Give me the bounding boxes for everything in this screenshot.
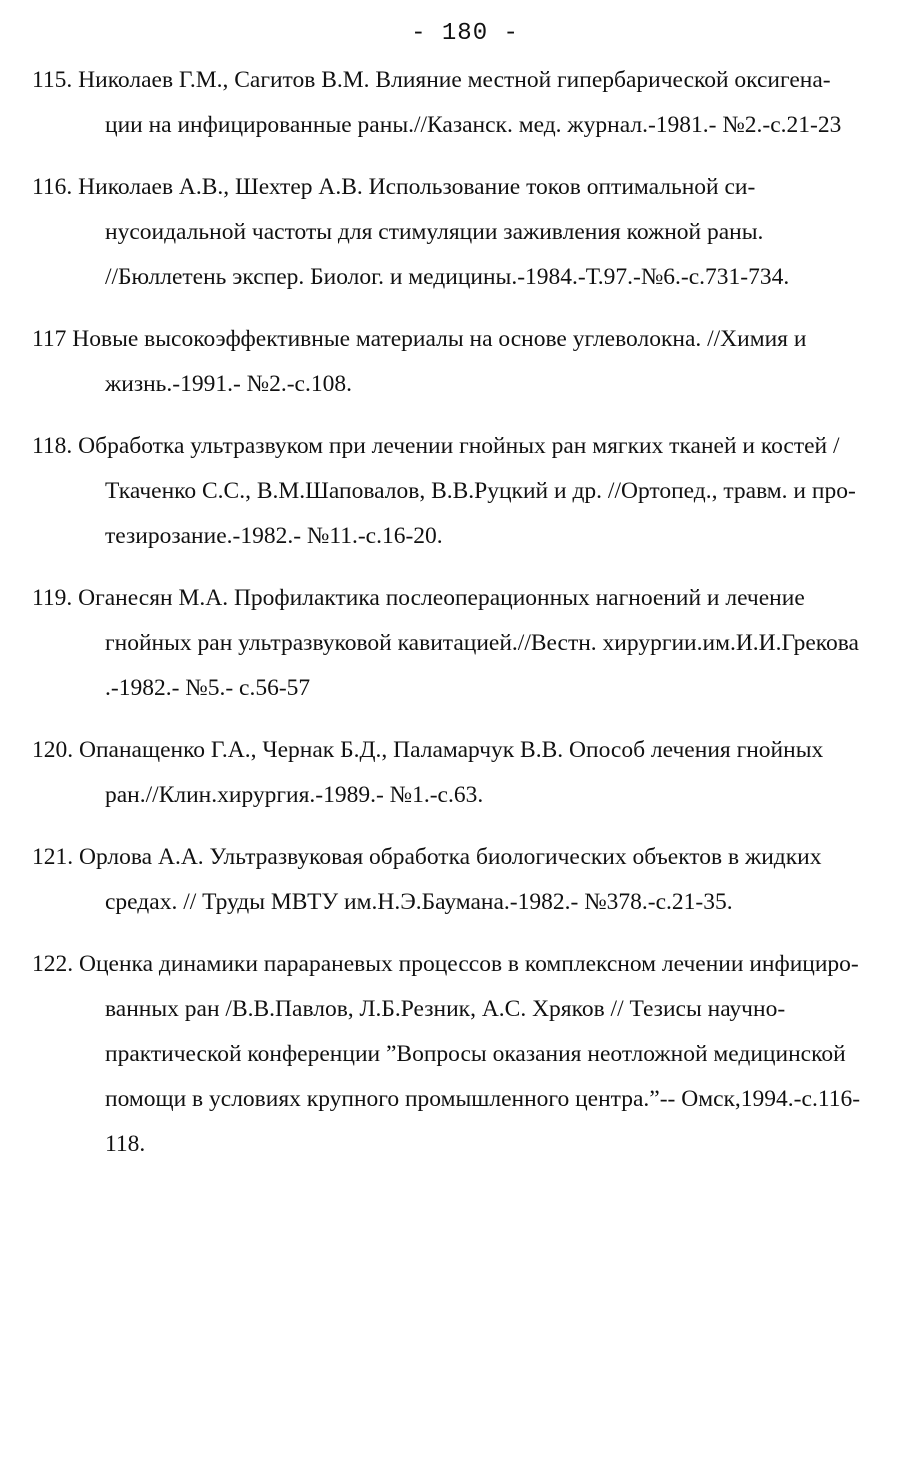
reference-item <box>32 835 894 925</box>
reference-text: Новые высокоэффективные материалы на основе углеволокна. //Химия и жизнь.-1991.- №2.-с.108. <box>72 326 807 397</box>
reference-item <box>32 165 894 300</box>
reference-number: 118. <box>32 433 73 459</box>
reference-text: Опанащенко Г.А., Чернак Б.Д., Паламарчук В.В. Опособ лечения гнойных ран.//Клин.хирургия.-1989.- №1.-с.63. <box>79 737 824 808</box>
reference-item <box>32 728 894 818</box>
reference-text: Николаев А.В., Шехтер А.В. Использование токов оптимальной си- нусоидальной частоты для стимуляции заживления кожной раны. //Бюллетень экспер. Биолог. и медицины.-1984.-Т.97.-№6.-с.731-734. <box>78 174 790 290</box>
reference-number: 116. <box>32 174 73 200</box>
reference-number: 119. <box>32 585 73 611</box>
reference-item <box>32 317 894 407</box>
reference-text: Орлова А.А. Ультразвуковая обработка биологических объектов в жидких средах. // Труды МВТУ им.Н.Э.Баумана.-1982.- №378.-с.21-35. <box>79 844 822 915</box>
page-number: - 180 - <box>411 20 519 47</box>
reference-list <box>32 58 894 1184</box>
reference-text: Оценка динамики парараневых процессов в комплексном лечении инфициро- ванных ран /В.В.Павлов, Л.Б.Резник, А.С. Хряков // Тезисы научно- практической конференции ”Вопросы оказания неотложной медицинской помощи в условиях крупного промышленного центра.”-- Омск,1994.-с.116- 118. <box>79 951 861 1157</box>
reference-text: Николаев Г.М., Сагитов В.М. Влияние местной гипербарической оксигена- ции на инфицированные раны.//Казанск. мед. журнал.-1981.- №2.-с.21-23 <box>78 67 842 138</box>
reference-number: 117 <box>32 326 67 352</box>
reference-item <box>32 58 894 148</box>
reference-item <box>32 576 894 711</box>
reference-text: Оганесян М.А. Профилактика послеоперационных нагноений и лечение гнойных ран ультразвуковой кавитацией.//Вестн. хирургии.им.И.И.Грекова .-1982.- №5.- с.56-57 <box>78 585 859 701</box>
reference-number: 121. <box>32 844 74 870</box>
reference-text: Обработка ультразвуком при лечении гнойных ран мягких тканей и костей / Ткаченко С.С., В.М.Шаповалов, В.В.Руцкий и др. //Ортопед., травм. и про- тезирозание.-1982.- №11.-с.16-20. <box>78 433 856 549</box>
reference-number: 115. <box>32 67 73 93</box>
reference-item <box>32 942 894 1167</box>
reference-number: 120. <box>32 737 74 763</box>
reference-number: 122. <box>32 951 74 977</box>
reference-item <box>32 424 894 559</box>
